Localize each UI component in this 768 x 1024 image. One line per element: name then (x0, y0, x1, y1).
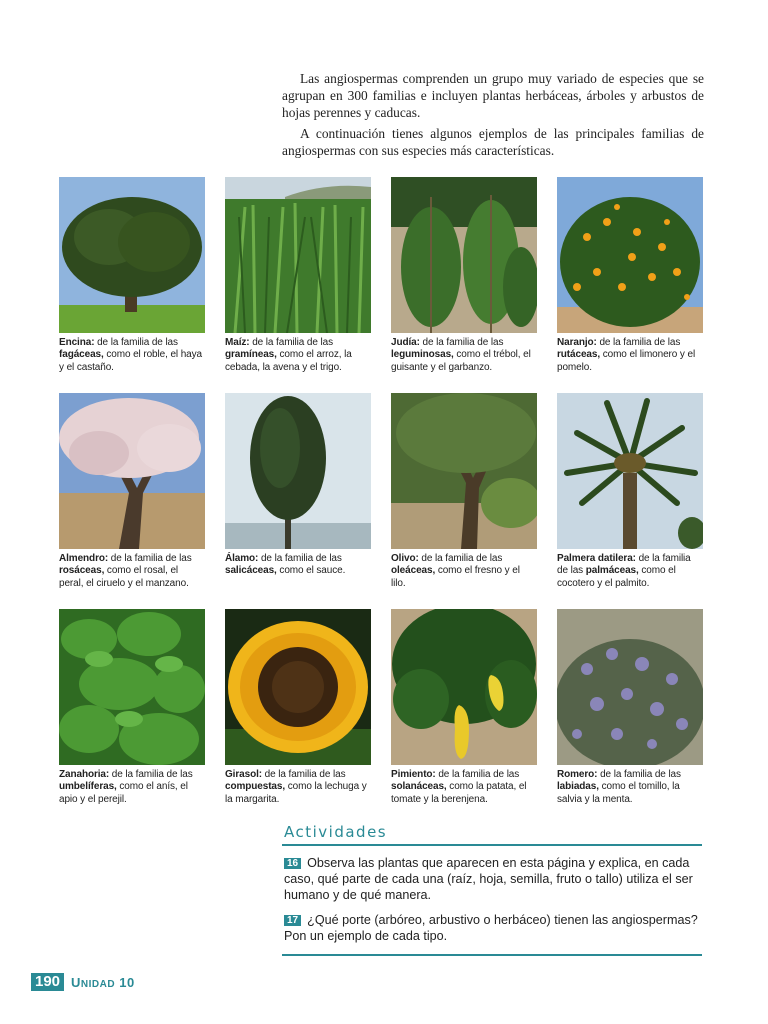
page-footer (31, 973, 135, 991)
plant-card-naranjo (557, 177, 703, 374)
activities-divider-bottom (282, 954, 702, 956)
rosemary-photo (557, 609, 703, 765)
plant-card-maiz (225, 177, 371, 374)
sunflower-photo (225, 609, 371, 765)
bean-plant-photo (391, 177, 537, 333)
plant-card-palmera (557, 393, 703, 590)
activity-text: Observa las plantas que aparecen en esta página y explica, en cada caso, qué parte de cada una (raíz, hoja, semilla, fruto o tallo) utiliza el ser humano y de qué manera. (284, 856, 693, 902)
plant-caption: Palmera datilera: de la familia de las palmáceas, como el cocotero y el palmito. (557, 553, 691, 589)
intro-paragraph-2: A continuación tienes algunos ejemplos de las principales familias de angiospermas con sus especies más características. (282, 126, 704, 158)
plant-caption: Almendro: de la familia de las rosáceas, como el rosal, el peral, el ciruelo y el manzano. (59, 553, 192, 589)
orange-tree-photo (557, 177, 703, 333)
activity-number: 16 (284, 858, 301, 869)
plant-caption: Zanahoria: de la familia de las umbelíferas, como el anís, el apio y el perejil. (59, 769, 193, 805)
activity-17 (284, 912, 704, 944)
plant-caption: Naranjo: de la familia de las rutáceas, como el limonero y el pomelo. (557, 337, 696, 373)
plant-caption: Romero: de la familia de las labiadas, como el tomillo, la salvia y la menta. (557, 769, 681, 805)
activity-text: ¿Qué porte (arbóreo, arbustivo o herbáceo) tienen las angiospermas? Pon un ejemplo de cada tipo. (284, 913, 698, 943)
activities-title: Actividades (284, 823, 388, 841)
plant-caption: Pimiento: de la familia de las solanáceas, como la patata, el tomate y la berenjena. (391, 769, 527, 805)
activities-divider-top (282, 844, 702, 846)
almond-tree-photo (59, 393, 205, 549)
corn-field-photo (225, 177, 371, 333)
intro-text (282, 70, 704, 163)
plant-card-judia (391, 177, 537, 374)
plant-card-almendro (59, 393, 205, 590)
activity-number: 17 (284, 915, 301, 926)
poplar-tree-photo (225, 393, 371, 549)
pepper-plant-photo (391, 609, 537, 765)
plant-card-girasol (225, 609, 371, 806)
plant-caption: Maíz: de la familia de las gramíneas, como el arroz, la cebada, la avena y el trigo. (225, 337, 352, 373)
plant-card-alamo (225, 393, 371, 578)
plant-card-romero (557, 609, 703, 806)
plant-card-zanahoria (59, 609, 205, 806)
plant-card-pimiento (391, 609, 537, 806)
plant-caption: Encina: de la familia de las fagáceas, como el roble, el haya y el castaño. (59, 337, 202, 373)
page-number: 190 (31, 973, 64, 991)
oak-tree-photo (59, 177, 205, 333)
olive-tree-photo (391, 393, 537, 549)
date-palm-photo (557, 393, 703, 549)
plant-caption: Girasol: de la familia de las compuestas, como la lechuga y la margarita. (225, 769, 367, 805)
activity-16 (284, 855, 704, 903)
unit-label: UNIDAD 10 (71, 974, 135, 990)
plant-caption: Olivo: de la familia de las oleáceas, como el fresno y el lilo. (391, 553, 520, 589)
plant-caption: Judía: de la familia de las leguminosas, como el trébol, el guisante y el garbanzo. (391, 337, 531, 373)
intro-paragraph-1: Las angiospermas comprenden un grupo muy variado de especies que se agrupan en 300 familias e incluyen plantas herbáceas, árboles y arbustos de hojas perennes y caducas. (282, 71, 704, 120)
plant-card-encina (59, 177, 205, 374)
carrot-leaves-photo (59, 609, 205, 765)
plant-caption: Álamo: de la familia de las salicáceas, como el sauce. (225, 553, 346, 577)
plant-card-olivo (391, 393, 537, 590)
